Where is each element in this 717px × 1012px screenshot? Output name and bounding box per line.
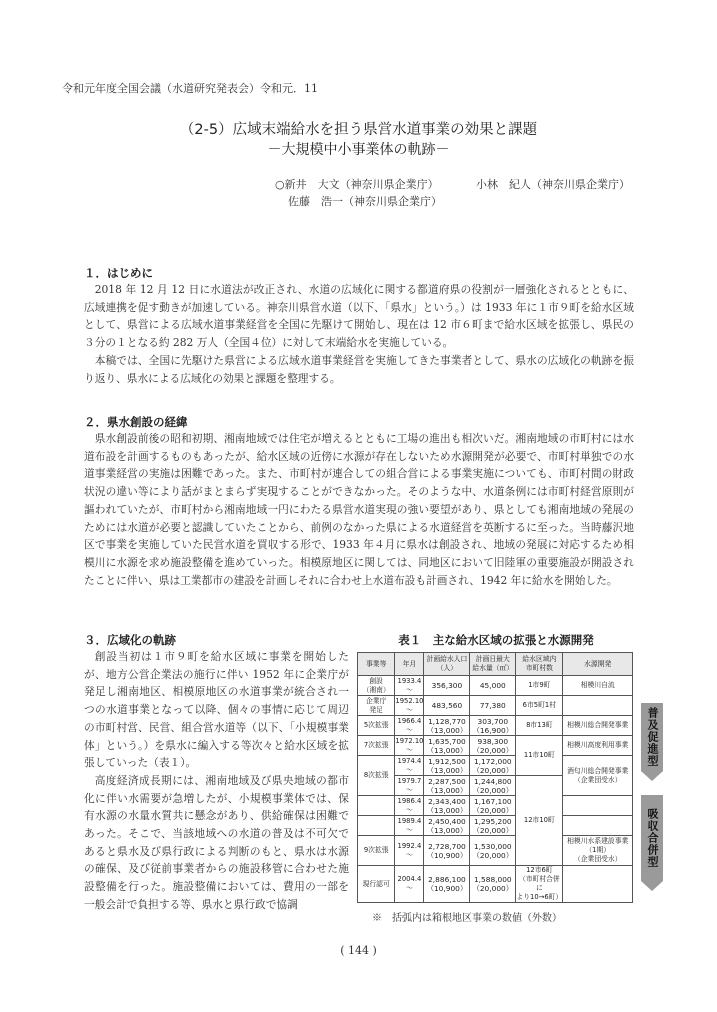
table-header-row [358, 653, 633, 676]
cell-name: 5次拡張 [358, 716, 395, 736]
section-1-paragraph-1: 2018 年 12 月 12 日に水道法が改正され、水道の広域化に関する都道府県の役割が一層強化されるとともに、広域連携を促す動きが加速している。神奈川県営水道（以下、「県水」という。）は 1933 年に１市９町を給水区域として、県営による広域水道事業経営を全国に先駆けて開始し、現在は 12 市６町まで給水区域を拡張し、県民の３分の１となる約 282 万人（全国４位）に対して末端給水を実施している。 [84, 283, 634, 350]
promotion-type-arrow [641, 703, 663, 781]
cell-date: 1986.4～ [395, 796, 424, 816]
col-header-project: 事業等 [358, 653, 395, 676]
cell-volume: 1,244,800 （20,000） [470, 776, 516, 796]
table-row [358, 676, 633, 696]
arrow-down-icon [641, 881, 663, 891]
author-1: ○新井 大文（神奈川県企業庁） [275, 178, 439, 191]
table-1 [357, 652, 633, 903]
arrow-down-icon [641, 771, 663, 781]
cell-water-source [563, 796, 633, 816]
cell-population: 2,886,100 （10,900） [424, 866, 470, 903]
cell-water-source: 相模川総合開発事業 [563, 716, 633, 736]
cell-municipalities: 8市13町 [516, 716, 563, 736]
cell-water-source: 酒匂川総合開発事業 （企業団受水） [563, 756, 633, 796]
page-header: 令和元年度全国会議（水道研究発表会）令和元．11 [62, 82, 318, 95]
cell-municipalities: 11市10町 [516, 736, 563, 776]
cell-water-source [563, 816, 633, 836]
cell-volume: 1,295,200 （20,000） [470, 816, 516, 836]
promotion-type-label: 普及促進型 [641, 703, 663, 771]
cell-date: 1966.4～ [395, 716, 424, 736]
cell-volume: 1,172,000 （20,000） [470, 756, 516, 776]
cell-date: 1979.7～ [395, 776, 424, 796]
cell-water-source: 相模川水系建設事業 （1期） （企業団受水） [563, 836, 633, 866]
cell-population: 2,287,500 （13,000） [424, 776, 470, 796]
table-row [358, 736, 633, 756]
cell-volume: 303,700 （16,900） [470, 716, 516, 736]
section-3-heading: ３．広域化の軌跡 [84, 633, 176, 647]
cell-volume: 1,530,000 （20,000） [470, 836, 516, 866]
table-row [358, 836, 633, 866]
paper-title: （2-5）広域末端給水を担う県営水道事業の効果と課題 [179, 122, 538, 138]
section-3-paragraph-1: 創設当初は１市９町を給水区域に事業を開始したが、地方公営企業法の施行に伴い 1952 年に企業庁が発足し湘南地区、相模原地区の水道事業が統合され一つの水道事業となって以降、個々の事情に応じて周辺の市町村営、民営、組合営水道等（以下、「小規模事業体」という。）を県水に編入する等次々と給水区域を拡張していった（表１）。 [84, 650, 349, 770]
section-1-paragraph-2: 本稿では、全国に先駆けた県営による広域水道事業経営を実施してきた事業者として、県水の広域化の軌跡を振り返り、県水による広域化の効果と課題を整理する。 [84, 353, 634, 385]
cell-date: 1972.10～ [395, 736, 424, 754]
page-number: ( 144 ) [340, 944, 377, 957]
section-3-body [84, 648, 349, 914]
cell-date: 1952.10～ [395, 696, 424, 714]
cell-water-source: 相模川高度利用事業 [563, 736, 633, 756]
table-row [358, 866, 633, 903]
cell-name [358, 796, 395, 816]
cell-volume: 45,000 [470, 676, 516, 696]
section-2-paragraph-1: 県水創設前後の昭和初期、湘南地域では住宅が増えるとともに工場の進出も相次いだ。湘南地域の市町村には水道布設を計画するものもあったが、給水区域の近傍に水源が存在しないため水源開発が必要で、市町村単独での水道事業経営の実施は困難であった。また、市町村が連合しての組合営による事業実施についても、市町村間の財政状況の違い等により話がまとまらず実現することができなかった。そのような中、水道条例には市町村経営原則が謳われていたが、市町村から湘南地域一円にわたる県営水道実現の強い要望があり、県としても湘南地域の発展のためには水道が必要と認識していたことから、前例のなかった県による水道経営を英断するに至った。当時藤沢地区で事業を実施していた民営水道を買収する形で、1933 年４月に県水は創設され、地域の発展に対応するため相模川に水源を求め施設整備を進めていった。相模原地区に関しては、同地区において旧陸軍の重要施設が開設されたことに伴い、県は工業都市の建設を計画しそれに合わせ上水道布設も計画され、1942 年に給水を開始した。 [84, 432, 634, 587]
col-header-municipalities: 給水区域内 市町村数 [516, 653, 563, 676]
cell-date: 1933.4～ [395, 676, 424, 696]
cell-volume: 77,380 [470, 696, 516, 716]
col-header-population: 計画給水人口 （人） [424, 653, 470, 676]
author-2: 小林 紀人（神奈川県企業庁） [476, 178, 630, 191]
section-3-paragraph-2: 高度経済成長期には、湘南地域及び県央地域の都市化に伴い水需要が急増したが、小規模事業体では、保有水源の水量水質共に懸念があり、供給確保は困難であった。そこで、当該地域への水道の普及は不可欠であると県水及び県行政による判断のもと、県水は水源の確保、及び従前事業者からの施設移管に合わせた施設整備を行った。施設整備においては、費用の一部を一般会計で負担する等、県水と県行政で協調 [84, 773, 349, 911]
col-header-volume: 計画日最大 給水量（㎥） [470, 653, 516, 676]
cell-name: 創設 （湘南） [358, 676, 395, 696]
cell-volume: 1,588,000 （20,000） [470, 866, 516, 903]
table-1-title: 表１ 主な給水区域の拡張と水源開発 [398, 633, 594, 647]
cell-population: 1,128,770 （13,000） [424, 716, 470, 736]
cell-population: 1,912,500 （13,000） [424, 756, 470, 776]
cell-population: 2,450,400 （13,000） [424, 816, 470, 836]
cell-population: 483,560 [424, 696, 470, 716]
cell-name [358, 816, 395, 836]
table-row [358, 756, 633, 776]
cell-date: 1992.4～ [395, 836, 424, 866]
cell-name: 7次拡張 [358, 736, 395, 756]
cell-water-source: 相模川自流 [563, 676, 633, 696]
merger-type-label: 吸収合併型 [641, 795, 663, 881]
merger-type-arrow [641, 795, 663, 891]
table-1-note: ※ 括弧内は箱根地区事業の数値（外数） [372, 913, 562, 924]
cell-date: 1989.4～ [395, 816, 424, 836]
cell-population: 356,300 [424, 676, 470, 696]
cell-municipalities: 1市9町 [516, 676, 563, 696]
cell-municipalities: 12市10町 [516, 776, 563, 866]
paper-subtitle: －大規模中小事業体の軌跡－ [267, 142, 450, 158]
cell-population: 1,635,700 （13,000） [424, 736, 470, 756]
col-header-water-source: 水源開発 [563, 653, 633, 676]
cell-population: 2,728,700 （10,900） [424, 836, 470, 866]
table-row [358, 716, 633, 736]
col-header-date: 年月 [395, 653, 424, 676]
cell-water-source [563, 696, 633, 716]
cell-name: 8次拡張 [358, 756, 395, 796]
table-row [358, 816, 633, 836]
cell-population: 2,343,400 （13,000） [424, 796, 470, 816]
table-row [358, 696, 633, 716]
section-1-body [84, 281, 634, 387]
cell-name: 9次拡張 [358, 836, 395, 866]
cell-volume: 938,300 （20,000） [470, 736, 516, 756]
section-2-body [84, 430, 634, 589]
cell-date: 1974.4～ [395, 756, 424, 776]
cell-municipalities: 6市5町1村 [516, 696, 563, 716]
cell-name: 企業庁 発足 [358, 696, 395, 716]
cell-water-source [563, 866, 633, 903]
section-2-heading: ２．県水創設の経緯 [84, 415, 188, 429]
section-1-heading: １．はじめに [84, 266, 153, 280]
cell-date: 2004.4～ [395, 866, 424, 903]
author-3: 佐藤 浩一（神奈川県企業庁） [288, 195, 442, 208]
cell-volume: 1,167,100 （20,000） [470, 796, 516, 816]
table-row [358, 796, 633, 816]
cell-municipalities: 12市6町 （市町村合併に より10→6町） [516, 866, 563, 901]
cell-name: 現行認可 [358, 866, 395, 903]
